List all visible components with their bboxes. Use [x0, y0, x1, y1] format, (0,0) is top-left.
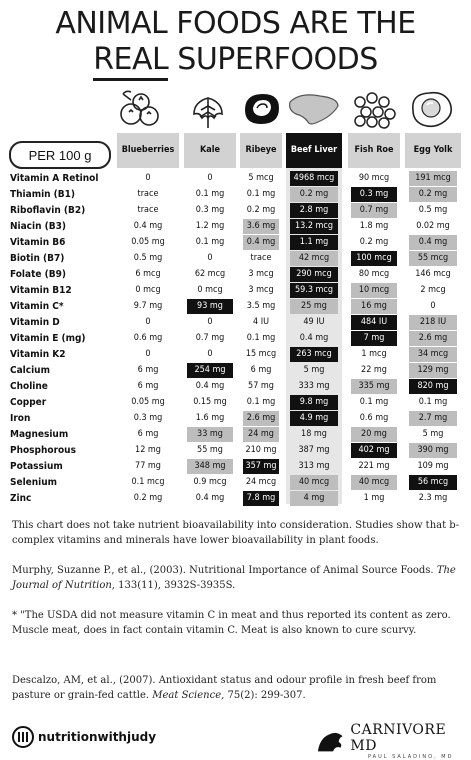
nutrient-value-cell: 40 mcg — [351, 475, 397, 490]
nutrient-value-cell: 390 mg — [409, 443, 457, 458]
nutrient-value-cell: 0.1 mcg — [131, 477, 165, 487]
nutrient-label: Zinc — [10, 493, 32, 504]
nutrient-value-cell: 0 — [207, 173, 213, 183]
nutrient-value-cell: 0.15 mg — [193, 397, 227, 407]
nutrient-value-cell: 0.7 mg — [351, 203, 397, 218]
nutrient-value-cell: 0.4 mg — [243, 235, 279, 250]
nutrient-value-cell: 2.7 mg — [409, 411, 457, 426]
nutrient-value-cell: 2 mcg — [420, 285, 446, 295]
nutrient-value-cell: 0.4 mg — [299, 333, 329, 343]
nutrient-value-cell: 129 mg — [409, 363, 457, 378]
nutrient-value-cell: 0 — [145, 317, 151, 327]
nutrient-value-cell: 6 mg — [137, 429, 159, 439]
nutrient-value-cell: trace — [137, 189, 159, 199]
nutrient-value-cell: 0.2 mg — [290, 187, 338, 202]
nutrient-value-cell: 77 mg — [135, 461, 161, 471]
reference-descalzo-text: Descalzo, AM, et al., (2007). Antioxidant status and odour profile in fresh beef from pasture or grain-fed cattle. — [12, 675, 437, 701]
nutrient-label: Calcium — [10, 365, 50, 376]
nutrient-value-cell: 210 mg — [245, 445, 277, 455]
nutrient-value-cell: 0.1 mg — [418, 397, 448, 407]
nutrient-label: Vitamin A Retinol — [10, 173, 99, 184]
reference-descalzo — [12, 673, 464, 703]
column-header: Beef Liver — [286, 133, 342, 168]
nutrient-value-cell: 3 mcg — [248, 269, 274, 279]
nutrient-value-cell: 221 mg — [358, 461, 390, 471]
nutrient-value-cell: 0.7 mg — [195, 333, 225, 343]
nutritionwithjudy-text: nutritionwithjudy — [38, 730, 157, 744]
nutrient-value-cell: 55 mcg — [409, 251, 457, 266]
nutrient-label: Vitamin B12 — [10, 285, 72, 296]
reference-murphy — [12, 563, 464, 593]
per-100g-label: PER 100 g — [9, 141, 111, 169]
fish-roe-icon — [350, 88, 398, 130]
nutrient-value-cell: 0.3 mg — [133, 413, 163, 423]
nutrient-value-cell: 0.6 mg — [359, 413, 389, 423]
nutrient-value-cell: 0.2 mg — [359, 237, 389, 247]
title-rest: SUPERFOODS — [168, 42, 378, 77]
nutrient-value-cell: 0 — [207, 349, 213, 359]
nutrient-label: Vitamin B6 — [10, 237, 66, 248]
nutrient-value-cell: 335 mg — [351, 379, 397, 394]
nutrient-value-cell: 2.8 mg — [290, 203, 338, 218]
nutrient-value-cell: 6 mg — [137, 365, 159, 375]
nutrient-value-cell: 0.05 mg — [131, 237, 165, 247]
nutrient-label: Magnesium — [10, 429, 69, 440]
beef-liver-icon — [286, 88, 340, 130]
nutrient-value-cell: 40 mcg — [290, 475, 338, 490]
nutrient-value-cell: 3 mcg — [248, 285, 274, 295]
kale-icon — [184, 88, 232, 130]
nutrient-value-cell: 34 mcg — [409, 347, 457, 362]
nutrient-value-cell: 0 mcg — [135, 285, 161, 295]
nutrient-value-cell: 1.2 mg — [195, 221, 225, 231]
nutrient-value-cell: 0 — [430, 301, 436, 311]
nutrient-value-cell: 4.9 mg — [290, 411, 338, 426]
nutrient-value-cell: 16 mg — [351, 299, 397, 314]
nutrient-value-cell: 290 mcg — [290, 267, 338, 282]
nutrient-value-cell: 18 mg — [301, 429, 327, 439]
blueberries-icon — [117, 88, 165, 130]
reference-murphy-journal: The Journal of Nutrition, — [12, 565, 456, 591]
nutrient-label: Choline — [10, 381, 48, 392]
page-title-line2 — [0, 42, 471, 77]
nutrient-value-cell: 80 mcg — [358, 269, 390, 279]
nutrient-value-cell: 62 mcg — [194, 269, 226, 279]
nutrient-value-cell: 0.4 mg — [133, 221, 163, 231]
nutrient-value-cell: 56 mcg — [409, 475, 457, 490]
nutrient-label: Phosphorous — [10, 445, 76, 456]
nutrient-value-cell: 313 mg — [298, 461, 330, 471]
nutrient-value-cell: 90 mcg — [358, 173, 390, 183]
nutrient-value-cell: 10 mcg — [351, 283, 397, 298]
nutrient-value-cell: 263 mcg — [290, 347, 338, 362]
nutrient-label: Potassium — [10, 461, 63, 472]
column-header: Kale — [184, 133, 236, 168]
egg-yolk-icon — [407, 88, 455, 130]
nutrient-value-cell: 254 mg — [187, 363, 233, 378]
nutrient-value-cell: 2.6 mg — [243, 411, 279, 426]
nutrient-value-cell: 0.1 mg — [195, 189, 225, 199]
carnivore-md-text: CARNIVORE MD — [350, 722, 447, 754]
nutrient-value-cell: 0 — [207, 253, 213, 263]
nutrient-value-cell: 9.7 mg — [133, 301, 163, 311]
nutrient-value-cell: 49 IU — [303, 317, 325, 327]
reference-murphy-citation: 133(11), 3932S-3935S. — [114, 580, 236, 591]
nutritionwithjudy-mark-icon — [12, 726, 34, 748]
nutrient-label: Thiamin (B1) — [10, 189, 76, 200]
nutrient-value-cell: 0.4 mg — [195, 493, 225, 503]
nutrient-label: Vitamin D — [10, 317, 60, 328]
nutrient-value-cell: 0.2 mg — [246, 205, 276, 215]
nutrient-value-cell: 6 mg — [137, 381, 159, 391]
nutrient-label: Niacin (B3) — [10, 221, 66, 232]
paul-saladino-text: PAUL SALADINO, MD — [367, 754, 454, 760]
column-header: Egg Yolk — [405, 133, 461, 168]
nutrient-value-cell: 0.1 mg — [246, 189, 276, 199]
reference-murphy-text: Murphy, Suzanne P., et al., (2003). Nutritional Importance of Animal Source Foods. — [12, 565, 434, 576]
nutrient-value-cell: 146 mcg — [415, 269, 451, 279]
nutrient-value-cell: 0.9 mcg — [193, 477, 227, 487]
nutrient-value-cell: 402 mg — [351, 443, 397, 458]
nutrient-value-cell: 12 mg — [135, 445, 161, 455]
nutrient-value-cell: 24 mcg — [245, 477, 277, 487]
nutrient-value-cell: 0.3 mg — [351, 187, 397, 202]
nutrient-value-cell: trace — [250, 253, 272, 263]
nutrient-value-cell: 0.02 mg — [416, 221, 450, 231]
nutrient-value-cell: 333 mg — [298, 381, 330, 391]
nutrient-value-cell: 0.4 mg — [409, 235, 457, 250]
nutrient-value-cell: 59.3 mcg — [290, 283, 338, 298]
nutrient-value-cell: 0.2 mg — [409, 187, 457, 202]
nutrient-value-cell: 7 mg — [351, 331, 397, 346]
nutrient-label: Iron — [10, 413, 31, 424]
nutrient-value-cell: 3.5 mg — [246, 301, 276, 311]
nutrient-value-cell: 0.1 mg — [359, 397, 389, 407]
nutrient-value-cell: 24 mg — [243, 427, 279, 442]
nutritionwithjudy-logo — [12, 726, 156, 748]
nutrient-value-cell: 1 mg — [363, 493, 385, 503]
nutrient-value-cell: 25 mg — [290, 299, 338, 314]
nutrient-value-cell: 0.5 mg — [133, 253, 163, 263]
nutrient-value-cell: 13.2 mcg — [290, 219, 338, 234]
nutrient-value-cell: 191 mcg — [409, 171, 457, 186]
nutrient-value-cell: 0.1 mg — [246, 333, 276, 343]
nutrient-value-cell: 0 — [207, 317, 213, 327]
nutrient-value-cell: trace — [137, 205, 159, 215]
nutrient-value-cell: 0.2 mg — [133, 493, 163, 503]
nutrient-value-cell: 57 mg — [248, 381, 274, 391]
nutrient-value-cell: 42 mcg — [290, 251, 338, 266]
nutrient-label: Vitamin K2 — [10, 349, 66, 360]
nutrient-value-cell: 5 mg — [303, 365, 325, 375]
nutrient-value-cell: 5 mg — [422, 429, 444, 439]
nutrient-label: Vitamin E (mg) — [10, 333, 86, 344]
nutrient-value-cell: 100 mcg — [351, 251, 397, 266]
nutrient-value-cell: 20 mg — [351, 427, 397, 442]
nutrient-value-cell: 0.5 mg — [418, 205, 448, 215]
nutrient-value-cell: 9.8 mg — [290, 395, 338, 410]
bioavailability-note: This chart does not take nutrient bioavailability into consideration. Studies show that b-complex vitamins and minerals have lower bioavailability in plant foods. — [12, 520, 460, 546]
nutrient-value-cell: 6 mcg — [135, 269, 161, 279]
column-header: Fish Roe — [348, 133, 400, 168]
nutrient-value-cell: 2.6 mg — [409, 331, 457, 346]
nutrient-value-cell: 4 IU — [252, 317, 270, 327]
nutrient-value-cell: 1.1 mg — [290, 235, 338, 250]
title-underlined-word: REAL — [93, 42, 168, 81]
nutrient-value-cell: 22 mg — [361, 365, 387, 375]
nutrient-value-cell: 1.6 mg — [195, 413, 225, 423]
nutrient-value-cell: 1 mcg — [361, 349, 387, 359]
nutrient-value-cell: 0.6 mg — [133, 333, 163, 343]
nutrient-value-cell: 0.1 mg — [195, 237, 225, 247]
column-header: Ribeye — [240, 133, 282, 168]
nutrient-value-cell: 2.3 mg — [418, 493, 448, 503]
page-title-line1: ANIMAL FOODS ARE THE — [55, 6, 416, 41]
nutrient-label: Folate (B9) — [10, 269, 66, 280]
nutrient-value-cell: 109 mg — [417, 461, 449, 471]
nutrient-value-cell: 4968 mcg — [290, 171, 338, 186]
nutrient-value-cell: 55 mg — [197, 445, 223, 455]
nutrient-value-cell: 0 — [145, 349, 151, 359]
nutrient-value-cell: 15 mcg — [245, 349, 277, 359]
nutrient-value-cell: 5 mcg — [248, 173, 274, 183]
nutrient-label: Selenium — [10, 477, 58, 488]
nutrient-label: Riboflavin (B2) — [10, 205, 86, 216]
nutrient-value-cell: 820 mg — [409, 379, 457, 394]
nutrient-label: Copper — [10, 397, 47, 408]
nutrient-value-cell: 0.4 mg — [195, 381, 225, 391]
nutrient-value-cell: 387 mg — [298, 445, 330, 455]
nutrient-value-cell: 348 mg — [187, 459, 233, 474]
nutrient-value-cell: 357 mg — [243, 459, 279, 474]
nutrient-value-cell: 0 — [145, 173, 151, 183]
reference-descalzo-citation: 75(2): 299-307. — [224, 690, 306, 701]
vitamin-c-footnote: * "The USDA did not measure vitamin C in meat and thus reported its content as zero. Muscle meat, does in fact contain vitamin C. Meat is also known to cure scurvy. — [12, 610, 451, 636]
lion-icon — [316, 728, 344, 754]
nutrient-label: Vitamin C* — [10, 301, 64, 312]
nutrient-value-cell: 3.6 mg — [243, 219, 279, 234]
carnivore-md-logo — [316, 722, 471, 760]
nutrient-value-cell: 1.8 mg — [359, 221, 389, 231]
nutrient-value-cell: 0.3 mg — [195, 205, 225, 215]
ribeye-steak-icon — [237, 88, 285, 130]
nutrient-value-cell: 33 mg — [187, 427, 233, 442]
nutrient-value-cell: 0.05 mg — [131, 397, 165, 407]
nutrient-value-cell: 0.1 mg — [246, 397, 276, 407]
nutrient-value-cell: 0 mcg — [197, 285, 223, 295]
nutrient-value-cell: 4 mg — [290, 491, 338, 506]
nutrient-value-cell: 6 mg — [250, 365, 272, 375]
nutrient-value-cell: 93 mg — [187, 299, 233, 314]
reference-descalzo-journal: Meat Science, — [152, 690, 225, 701]
column-header: Blueberries — [117, 133, 179, 168]
nutrient-value-cell: 7.8 mg — [243, 491, 279, 506]
nutrient-value-cell: 218 IU — [409, 315, 457, 330]
nutrient-label: Biotin (B7) — [10, 253, 65, 264]
nutrient-value-cell: 484 IU — [351, 315, 397, 330]
